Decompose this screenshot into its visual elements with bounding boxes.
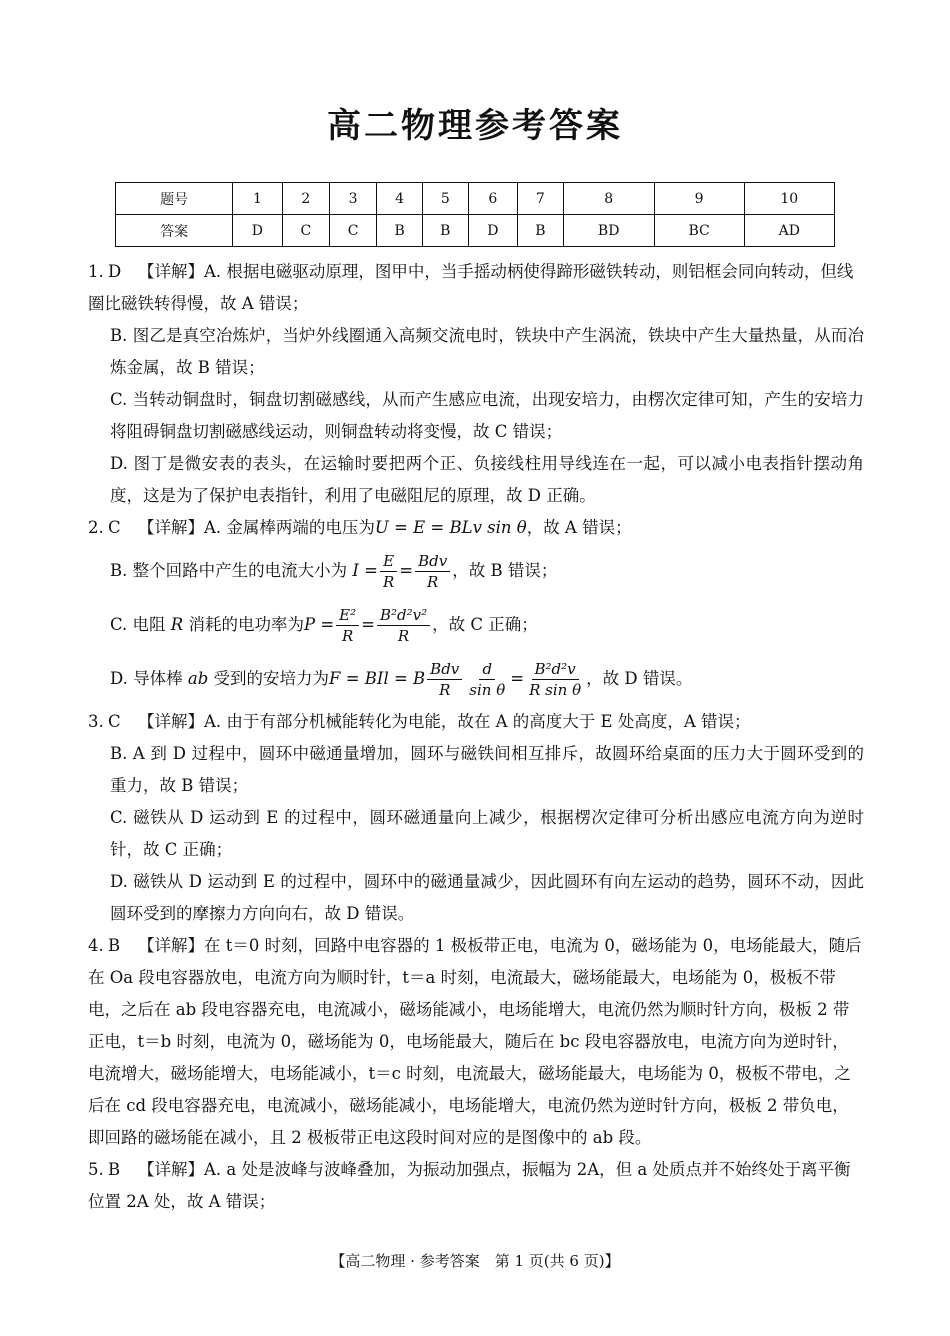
fraction: [336, 605, 359, 646]
solution-paragraph: D. 磁铁从 D 运动到 E 的过程中，圆环中的磁通量减少，因此圆环有向左运动的趋势，圆环不动，因此圆环受到的摩擦力方向向右，故 D 错误。: [110, 872, 864, 923]
question-number: 7: [518, 183, 564, 215]
question-number: 1: [233, 183, 282, 215]
question-answer: D: [108, 262, 122, 281]
answer-cell: B: [422, 215, 468, 247]
solutions-body: [88, 256, 864, 1218]
numerator: d: [479, 659, 495, 680]
question-answer: B: [108, 936, 121, 955]
solution-paragraph: B. A 到 D 过程中，圆环中磁通量增加，圆环与磁铁间相互排斥，故圆环给桌面的压力大于圆环受到的重力，故 B 错误；: [110, 744, 864, 795]
denominator: R: [341, 626, 354, 645]
table-row: [116, 215, 835, 247]
question-number: 2.: [88, 518, 104, 537]
numerator: B²d²v: [532, 659, 579, 680]
question-answer: C: [108, 518, 121, 537]
solution-text: 【详解】A. 根据电磁驱动原理，图甲中，当手摇动柄使得蹄形磁铁转动，则铝框会同向转动，但线圈比磁铁转得慢，故 A 错误；: [88, 262, 854, 313]
numerator: B²d²v²: [377, 605, 430, 626]
solution-text: B. 整个回路中产生的电流大小为: [110, 561, 348, 580]
question-number: 1.: [88, 262, 104, 281]
solution-text: C. 电阻: [110, 615, 166, 634]
answer-cell: B: [377, 215, 423, 247]
solution-4: [88, 930, 864, 1154]
solution-3-first-line: [88, 706, 864, 738]
table-row: [116, 183, 835, 215]
answer-table: [115, 182, 835, 247]
solution-paragraph: C. 当转动铜盘时，铜盘切割磁感线，从而产生感应电流，出现安培力，由楞次定律可知，产生的安培力将阻碍铜盘切割磁感线运动，则铜盘转动将变慢，故 C 错误；: [110, 390, 864, 441]
formula: I =: [352, 561, 378, 580]
question-number: 2: [282, 183, 329, 215]
denominator: R sin θ: [529, 680, 582, 699]
symbol: ab: [187, 669, 209, 688]
question-number: 5.: [88, 1160, 104, 1179]
formula: U = E = BLv sin θ: [374, 518, 527, 537]
fraction: [427, 659, 462, 700]
numerator: E: [380, 551, 397, 572]
question-number: 5: [422, 183, 468, 215]
solution-5: [88, 1154, 864, 1218]
answer-cell: D: [468, 215, 517, 247]
page-footer: 【高二物理 · 参考答案 第 1 页(共 6 页)】: [330, 1252, 620, 1270]
fraction: [377, 605, 430, 646]
solution-2-first-line: [88, 512, 864, 544]
answer-cell: AD: [744, 215, 834, 247]
question-number: 10: [744, 183, 834, 215]
formula-line: B. 整个回路中产生的电流大小为 I = $\frac{E}{R}$ = $\frac{\text{Bdv}}{R}$ ，故 B 错误；: [110, 551, 558, 591]
question-number: 9: [654, 183, 744, 215]
formula: P =: [303, 615, 335, 634]
denominator: R: [427, 572, 439, 591]
question-number: 4: [377, 183, 423, 215]
question-number: 3: [329, 183, 376, 215]
solution-text: 受到的安培力为: [213, 669, 330, 688]
fraction: [415, 551, 450, 592]
answer-cell: C: [282, 215, 329, 247]
fraction: [526, 659, 584, 700]
question-number: 3.: [88, 712, 104, 731]
fraction: [466, 659, 508, 700]
question-answer: B: [108, 1160, 121, 1179]
formula-line: D. 导体棒 ab 受到的安培力为 F = BIl = B $\frac{\text{Bdv}}{R}$ $\frac{d}{\text{sin θ}}$ = $\frac{\text{B²d²v}}{\text{R sin θ}}$ ，故 D 错误。: [110, 659, 693, 699]
solution-text: ，故 A 错误；: [526, 518, 632, 537]
question-number: 8: [563, 183, 654, 215]
symbol: R: [170, 615, 184, 634]
solution-text: 【详解】A. 金属棒两端的电压为: [138, 518, 375, 537]
formula-line: C. 电阻 R 消耗的电功率为 P = $\frac{\text{E²}}{R}$ = $\frac{\text{B²d²v²}}{R}$ ，故 C 正确；: [110, 605, 538, 645]
answer-cell: C: [329, 215, 376, 247]
solution-text: ，故 D 错误。: [586, 669, 693, 688]
denominator: R: [397, 626, 410, 645]
denominator: sin θ: [469, 680, 506, 699]
question-answer: C: [108, 712, 121, 731]
question-number: 6: [468, 183, 517, 215]
solution-text: ，故 C 正确；: [432, 615, 538, 634]
solution-paragraph: D. 图丁是微安表的表头，在运输时要把两个正、负接线柱用导线连在一起，可以减小电表指针摆动角度，这是为了保护电表指针，利用了电磁阻尼的原理，故 D 正确。: [110, 454, 864, 505]
denominator: R: [382, 572, 395, 591]
solution-1-first-line: [88, 256, 864, 320]
fraction: [380, 551, 397, 592]
solution-text: 【详解】A. a 处是波峰与波峰叠加，为振动加强点，振幅为 2A，但 a 处质点并不始终处于离平衡位置 2A 处，故 A 错误；: [88, 1160, 851, 1211]
solution-text: D. 导体棒: [110, 669, 183, 688]
numerator: Bdv: [427, 659, 462, 680]
solution-text: 消耗的电功率为: [188, 615, 304, 634]
answer-cell: B: [518, 215, 564, 247]
row-header: 题号: [116, 183, 233, 215]
numerator: Bdv: [415, 551, 450, 572]
solution-paragraph: C. 磁铁从 D 运动到 E 的过程中，圆环磁通量向上减少，根据楞次定律可分析出感应电流方向为逆时针，故 C 正确；: [110, 808, 864, 859]
answer-cell: BC: [654, 215, 744, 247]
row-header: 答案: [116, 215, 233, 247]
answer-cell: D: [233, 215, 282, 247]
question-number: 4.: [88, 936, 104, 955]
denominator: R: [439, 680, 451, 699]
solution-paragraph: B. 图乙是真空冶炼炉，当炉外线圈通入高频交流电时，铁块中产生涡流，铁块中产生大量热量，从而冶炼金属，故 B 错误；: [110, 326, 864, 377]
formula: F = BIl = B: [329, 669, 426, 688]
page-title: 高二物理参考答案: [327, 106, 623, 146]
solution-text: 【详解】在 t＝0 时刻，回路中电容器的 1 极板带正电，电流为 0，磁场能为 0，电场能最大，随后在 Oa 段电容器放电，电流方向为顺时针，t＝a 时刻，电流最大，磁场能最大，电场能为 0，极板不带电，之后在 ab 段电容器充电，电流减小，磁场能减小，电场能增大，电流仍然为顺时针方向，极板 2 带正电，t＝b 时刻，电流为 0，磁场能为 0，电场能最大，随后在 bc 段电容器放电，电流方向为逆时针，电流增大，磁场能增大，电场能减小，t＝c 时刻，电流最大，磁场能最大，电场能为 0，极板不带电，之后在 cd 段电容器充电，电流减小，磁场能减小，电场能增大，电流仍然为逆时针方向，极板 2 带负电，即回路的磁场能在减小，且 2 极板带正电这段时间对应的是图像中的 ab 段。: [88, 936, 862, 1147]
solution-text: 【详解】A. 由于有部分机械能转化为电能，故在 A 的高度大于 E 处高度，A 错误；: [138, 712, 751, 731]
solution-text: ，故 B 错误；: [452, 561, 558, 580]
numerator: E²: [336, 605, 359, 626]
answer-cell: BD: [563, 215, 654, 247]
